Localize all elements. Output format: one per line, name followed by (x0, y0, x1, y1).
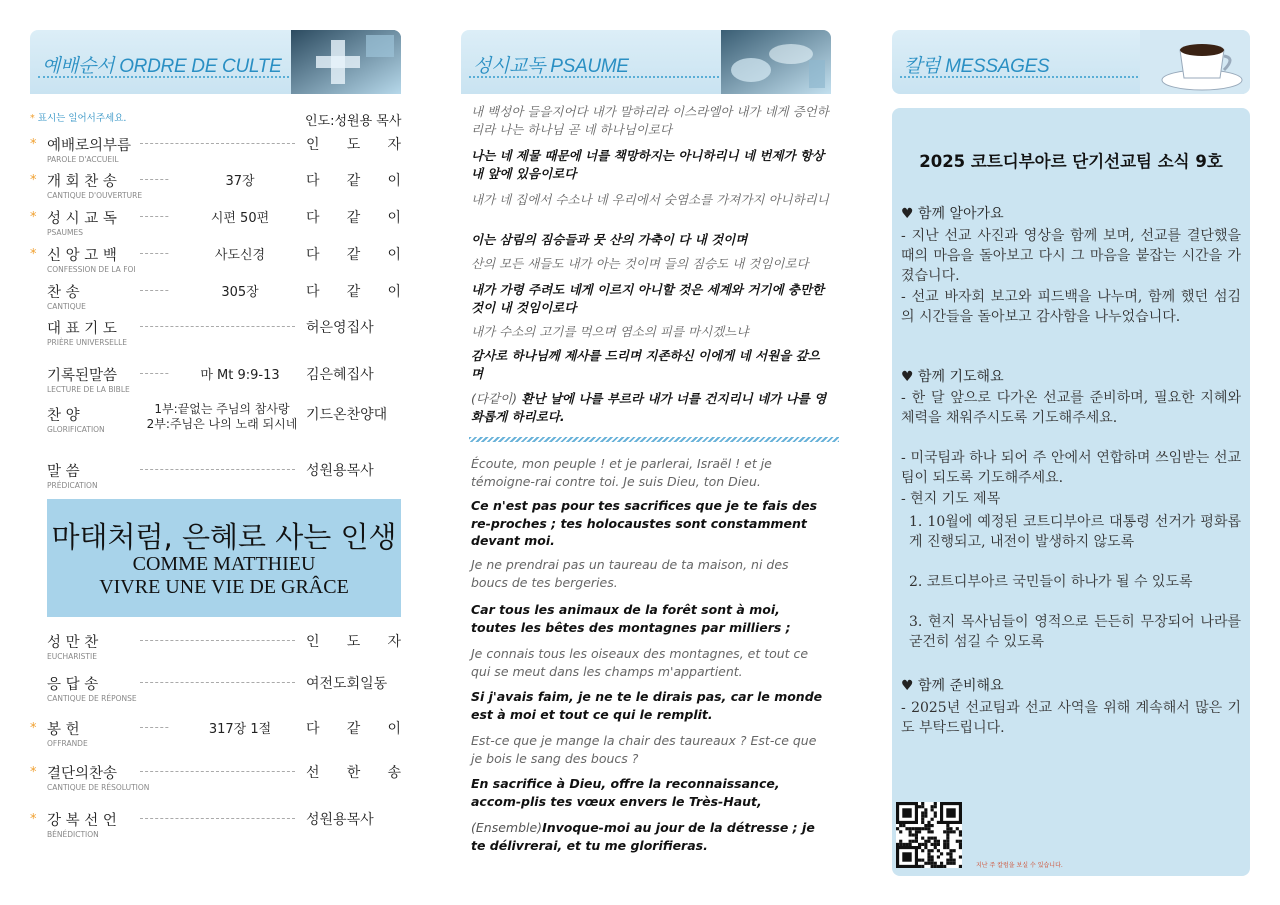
psalm-verse-fr: Écoute, mon peuple ! et je parlerai, Israël ! et je témoigne-rai contre toi. Je suis Dieu, ton Dieu. (471, 456, 772, 489)
order-row (30, 760, 401, 800)
dotted-leader (140, 469, 295, 470)
order-item-fr: CANTIQUE D'OUVERTURE (47, 191, 143, 200)
order-item-ko: 신 앙 고 백 (47, 248, 117, 264)
stand-marker: * (30, 765, 37, 780)
standing-note: * 표시는 일어서주세요. (30, 113, 127, 124)
messages-title: 칼럼 MESSAGES (904, 56, 1050, 77)
header-photo-icon (291, 30, 401, 94)
sermon-title-fr-2: VIVRE UNE VIE DE GRÂCE (99, 576, 349, 598)
psalm-verse-ko: 내가 수소의 고기를 먹으며 염소의 피를 마시겠느냐 (471, 324, 749, 339)
qr-caption: 지난 주 칼럼을 보실 수 있습니다. (976, 862, 1063, 869)
order-row (30, 279, 401, 319)
dotted-leader (140, 143, 295, 144)
section-pray-p3: - 현지 기도 제목 (901, 491, 1001, 507)
order-item-person: 김은혜집사 (306, 367, 374, 383)
order-item-person: 다 같 이 (306, 721, 401, 737)
order-row (30, 132, 401, 172)
stand-marker: * (30, 247, 37, 262)
psalm-verse-fr: En sacrifice à Dieu, offre la reconnaissance, accom-plis tes vœux envers le Très-Haut, (471, 776, 780, 809)
worship-order-column (30, 30, 401, 94)
section-learn-p2: - 선교 바자회 보고와 피드백을 나누며, 함께 했던 섬김의 시간들을 돌아보고 감사함을 나누었습니다. (901, 289, 1241, 325)
order-item-fr: GLORIFICATION (47, 425, 105, 434)
order-item-person: 선 한 송 (306, 765, 401, 781)
psalm-verse-ko: 감사로 하나님께 제사를 드리며 지존하신 이에게 네 서원을 갚으며 (471, 348, 820, 381)
qr-code-icon[interactable] (896, 802, 962, 868)
worship-order-title: 예배순서 ORDRE DE CULTE (42, 56, 282, 77)
stand-marker: * (30, 721, 37, 736)
order-item-person: 여전도회일동 (306, 676, 388, 692)
coffee-cup-icon (1140, 30, 1250, 94)
order-item-person: 허은영집사 (306, 320, 374, 336)
section-prepare-p1: - 2025년 선교팀과 선교 사역을 위해 계속해서 많은 기도 부탁드립니다. (901, 700, 1241, 736)
order-item-detail: 305장 (170, 281, 310, 300)
order-row (30, 671, 401, 711)
order-item-person: 인 도 자 (306, 634, 401, 650)
order-item-detail: 사도신경 (170, 244, 310, 263)
stand-marker: * (30, 137, 37, 152)
dotted-leader (140, 640, 295, 641)
psalm-title: 성시교독 PSAUME (473, 56, 629, 77)
order-item-fr: PRIÈRE UNIVERSELLE (47, 338, 128, 347)
order-row (30, 362, 401, 402)
stand-marker: * (30, 812, 37, 827)
order-row (30, 807, 401, 847)
psalm-verse-ko: 내가 네 집에서 수소나 네 우리에서 숫염소를 가져가지 아니하리니 (471, 192, 829, 207)
psalm-verse-fr: Car tous les animaux de la forêt sont à moi, toutes les bêtes des montagnes par milliers ; (471, 602, 791, 635)
order-item-fr: CANTIQUE DE RÉSOLUTION (47, 783, 150, 792)
order-item-person: 인 도 자 (306, 137, 401, 153)
psalm-verse-ko: (다같이) 환난 날에 나를 부르라 내가 너를 건지리니 네가 나를 영화롭게 하리로다. (471, 391, 827, 424)
order-item-fr: OFFRANDE (47, 739, 88, 748)
order-item-detail: 1부:끝없는 주님의 참사랑 2부:주님은 나의 노래 되시네 (138, 402, 306, 432)
order-item-person: 다 같 이 (306, 247, 401, 263)
dotted-leader (140, 818, 295, 819)
order-item-person: 성원용목사 (306, 463, 374, 479)
order-item-ko: 봉 헌 (47, 722, 80, 738)
order-item-fr: PAROLE D'ACCUEIL (47, 155, 119, 164)
order-item-detail: 37장 (170, 170, 310, 189)
order-item-detail: 317장 1절 (170, 718, 310, 737)
psalm-verse-fr: Est-ce que je mange la chair des taureaux ? Est-ce que je bois le sang des boucs ? (471, 733, 817, 766)
sermon-title-banner (47, 499, 401, 617)
header-photo-icon (721, 30, 831, 94)
psalm-verse-fr: Je connais tous les oiseaux des montagnes, et tout ce qui se meut dans les champs m'appartient. (471, 646, 809, 679)
order-row (30, 629, 401, 669)
newsletter-title: 2025 코트디부아르 단기선교팀 소식 9호 (919, 152, 1223, 171)
sermon-title-ko: 마태처럼, 은혜로 사는 인생 (51, 520, 397, 554)
order-item-fr: LECTURE DE LA BIBLE (47, 385, 130, 394)
order-row (30, 716, 401, 756)
order-row (30, 402, 401, 442)
order-item-person: 다 같 이 (306, 284, 401, 300)
order-item-ko: 응 답 송 (47, 677, 99, 693)
psalm-verse-ko: 나는 네 제물 때문에 너를 책망하지는 아니하리니 네 번제가 항상 내 앞에 있음이로다 (471, 148, 825, 181)
order-row (30, 242, 401, 282)
section-learn-heading: ♥ 함께 알아가요 (901, 206, 1004, 222)
order-item-fr: EUCHARISTIE (47, 652, 97, 661)
order-item-fr: BÉNÉDICTION (47, 830, 99, 839)
stand-marker: * (30, 173, 37, 188)
order-row (30, 205, 401, 245)
section-pray-heading: ♥ 함께 기도해요 (901, 369, 1004, 385)
prayer-item-2: 2. 코트디부아르 국민들이 하나가 될 수 있도록 (909, 574, 1193, 590)
order-item-ko: 기록된말씀 (47, 368, 118, 384)
order-item-ko: 결단의찬송 (47, 766, 118, 782)
order-item-ko: 개 회 찬 송 (47, 174, 117, 190)
psalm-verse-ko: 내가 가령 주려도 네게 이르지 아니할 것은 세계와 거기에 충만한 것이 내 것임이로다 (471, 282, 825, 315)
order-item-fr: PSAUMES (47, 228, 84, 237)
dotted-leader (140, 771, 295, 772)
stand-marker: * (30, 210, 37, 225)
order-item-ko: 예배로의부름 (47, 138, 132, 154)
order-item-ko: 찬 송 (47, 285, 80, 301)
order-item-detail: 마 Mt 9:9-13 (170, 364, 310, 383)
order-item-ko: 찬 양 (47, 408, 80, 424)
dotted-leader (140, 326, 295, 327)
psalm-verse-ko: 이는 삼림의 짐승들과 뭇 산의 가축이 다 내 것이며 (471, 232, 748, 247)
order-item-ko: 대 표 기 도 (47, 321, 117, 337)
order-item-fr: CANTIQUE (47, 302, 86, 311)
order-item-ko: 말 씀 (47, 464, 80, 480)
psalm-verse-fr: Ce n'est pas pour tes sacrifices que je te fais des re-proches ; tes holocaustes sont constamment devant moi. (471, 498, 818, 548)
order-item-fr: CONFESSION DE LA FOI (47, 265, 136, 274)
prayer-item-3: 3. 현지 목사님들이 영적으로 든든히 무장되어 나라를 굳건히 섬길 수 있도록 (909, 614, 1241, 650)
messages-column (892, 30, 1250, 94)
sermon-title-fr-1: COMME MATTHIEU (132, 553, 316, 575)
order-item-fr: PRÉDICATION (47, 481, 98, 490)
dotted-leader (140, 682, 295, 683)
psalm-separator (469, 437, 839, 442)
psalm-verse-fr: Si j'avais faim, je ne te le dirais pas, car le monde est à moi et tout ce qui le remplit. (471, 689, 823, 722)
order-item-ko: 성 만 찬 (47, 635, 99, 651)
prayer-item-1: 1. 10월에 예정된 코트디부아르 대통령 선거가 평화롭게 진행되고, 내전이 발생하지 않도록 (909, 514, 1241, 550)
section-learn-p1: - 지난 선교 사진과 영상을 함께 보며, 선교를 결단했을 때의 마음을 돌아보고 다시 그 마음을 붙잡는 시간을 가졌습니다. (901, 228, 1241, 284)
section-pray-p2: - 미국팀과 하나 되어 주 안에서 연합하며 쓰임받는 선교팀이 되도록 기도해주세요. (901, 450, 1241, 486)
psalm-column (461, 30, 831, 94)
psalm-verse-ko: 내 백성아 들을지어다 내가 말하리라 이스라엘아 내가 네게 증언하리라 나는 하나님 곧 네 하나님이로다 (471, 104, 829, 137)
psalm-verse-ko: 산의 모든 새들도 내가 아는 것이며 들의 짐승도 내 것임이로다 (471, 256, 809, 271)
psalm-verse-fr: Je ne prendrai pas un taureau de ta maison, ni des boucs de tes bergeries. (471, 557, 789, 590)
order-item-person: 다 같 이 (306, 210, 401, 226)
section-pray-p1: - 한 달 앞으로 다가온 선교를 준비하며, 필요한 지혜와 체력을 채워주시도록 기도해주세요. (901, 390, 1241, 426)
order-row (30, 168, 401, 208)
order-item-ko: 강 복 선 언 (47, 813, 117, 829)
order-item-detail: 시편 50편 (170, 207, 310, 226)
psalm-verse-fr: (Ensemble)Invoque-moi au jour de la détresse ; je te délivrerai, et tu me glorifieras. (471, 820, 815, 853)
order-row (30, 458, 401, 498)
order-row (30, 315, 401, 355)
order-item-person: 기드온찬양대 (306, 407, 388, 423)
worship-leader: 인도:성원용 목사 (305, 114, 402, 129)
psalm-header (461, 30, 831, 94)
order-item-ko: 성 시 교 독 (47, 211, 117, 227)
order-item-person: 다 같 이 (306, 173, 401, 189)
messages-header (892, 30, 1250, 94)
section-prepare-heading: ♥ 함께 준비해요 (901, 678, 1004, 694)
order-item-fr: CANTIQUE DE RÉPONSE (47, 694, 137, 703)
worship-order-header (30, 30, 401, 94)
order-item-person: 성원용목사 (306, 812, 374, 828)
